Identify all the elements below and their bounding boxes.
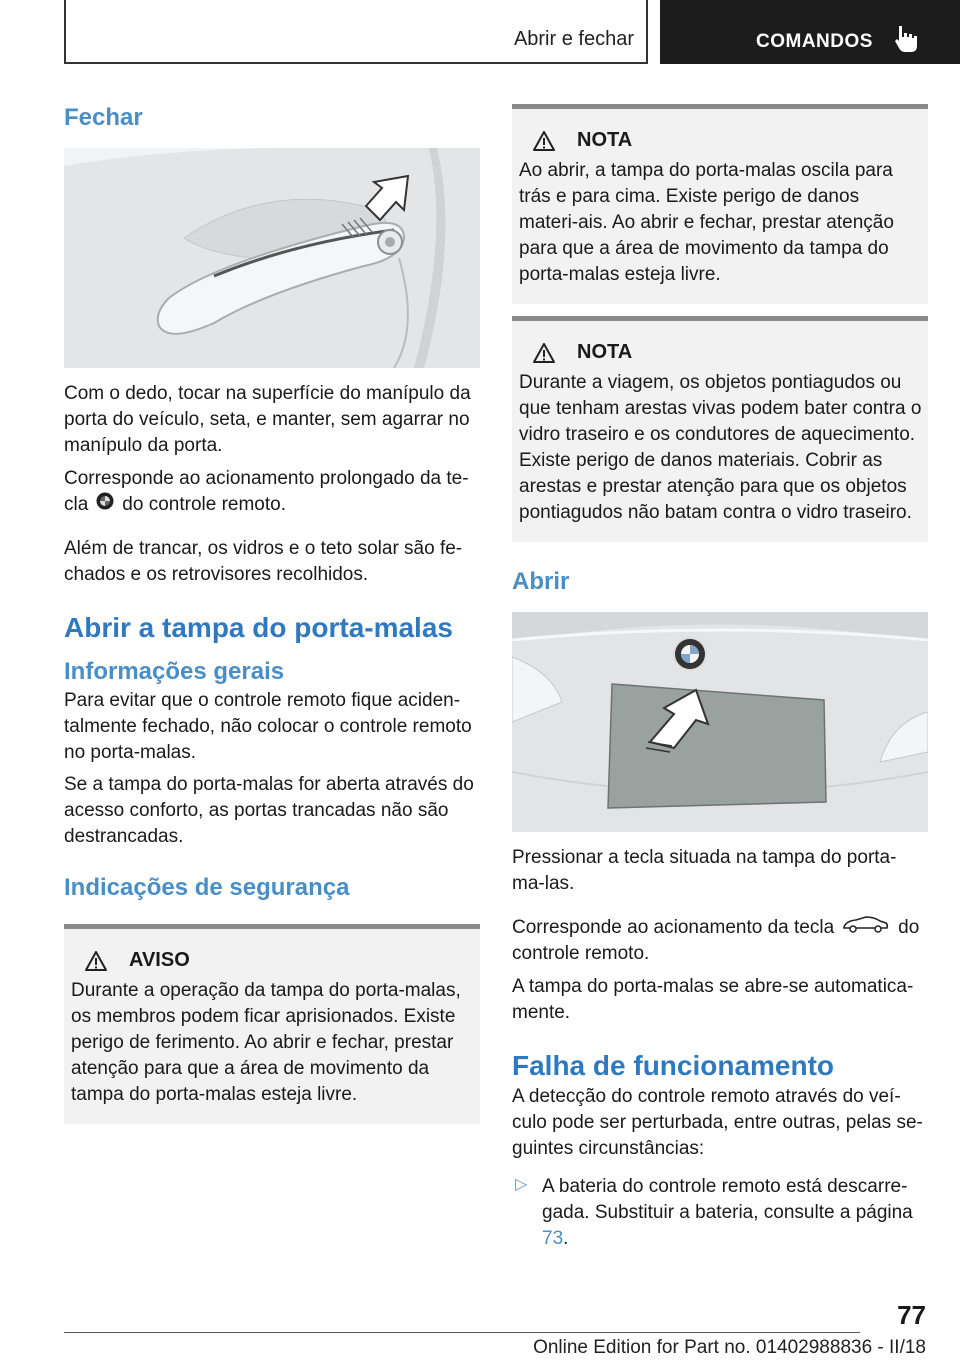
fechar-paragraph-3: Além de trancar, os vidros e o teto solar são fe-chados e os retrovisores recolhidos. (64, 538, 463, 586)
section-heading-trunk: Abrir a tampa do porta-malas (64, 612, 453, 644)
right-column (512, 104, 928, 1252)
door-handle-illustration (64, 148, 480, 368)
abrir-paragraph-2 (512, 915, 928, 967)
fechar-paragraph-2 (64, 466, 480, 518)
triangle-bullet-icon: ▷ (515, 1176, 528, 1194)
page-reference-link[interactable]: 73 (542, 1228, 564, 1250)
bullet-text-main: A bateria do controle remoto está descarre-gada. Substituir a bateria, consulte a página (542, 1176, 913, 1224)
nota-2-text: Durante a viagem, os objetos pontiagudos ou que tenham arestas vivas podem bater contra o vidro traseiro e os condutores de aquecimento. Existe perigo de danos materiais. Cobrir as arestas e prestar atenção para que os objetos pontiagudos não batam contra o vidro traseiro. (519, 372, 922, 523)
car-trunk-button-icon (842, 915, 890, 941)
header-chapter-title: COMANDOS (756, 31, 873, 52)
warning-triangle-icon (85, 951, 107, 971)
header-chapter-box (660, 0, 960, 64)
trunk-illustration (512, 612, 928, 832)
fechar-paragraph-2-start: Corresponde ao acionamento prolongado da te-cla (64, 468, 469, 516)
nota-1-text: Ao abrir, a tampa do porta-malas oscila para trás e para cima. Existe perigo de danos materi-ais. Ao abrir e fechar, prestar atenção para que a área de movimento da tampa do porta-malas esteja livre. (519, 160, 894, 285)
safety-heading: Indicações de segurança (64, 874, 350, 902)
bullet-text-end: . (563, 1228, 569, 1250)
list-item (512, 1174, 928, 1252)
nota-2-header (519, 341, 922, 364)
pointing-hand-icon (893, 24, 919, 54)
warning-triangle-icon (533, 131, 555, 151)
info-heading: Informações gerais (64, 658, 285, 686)
fechar-paragraph-2-end: do controle remoto. (122, 494, 286, 516)
abrir-paragraph-2-end: do controle remoto. (512, 917, 920, 965)
warning-triangle-icon (533, 343, 555, 363)
nota-2-title: NOTA (577, 341, 633, 363)
falha-heading: Falha de funcionamento (512, 1050, 835, 1082)
aviso-text: Durante a operação da tampa do porta-malas, os membros podem ficar aprisionados. Existe perigo de ferimento. Ao abrir e fechar, prestar atenção para que a área de movimento da tampa do porta-malas esteja livre. (71, 980, 461, 1106)
edition-text: Online Edition for Part no. 01402988836 - II/18 (533, 1337, 926, 1358)
page-number: 77 (897, 1300, 926, 1330)
abrir-paragraph-2-start: Corresponde ao acionamento da tecla (512, 917, 835, 939)
abrir-paragraph-1: Pressionar a tecla situada na tampa do porta-ma-las. (512, 847, 897, 894)
abrir-paragraph-3: A tampa do porta-malas se abre-se automatica-mente. (512, 976, 914, 1024)
trunk-figure (512, 612, 928, 832)
lock-button-icon (96, 492, 114, 518)
falha-paragraph-1: A detecção do controle remoto através do veí-culo pode ser perturbada, entre outras, pelas se-guintes circunstâncias: (512, 1086, 923, 1160)
header-section-box (64, 0, 648, 64)
info-paragraph-1: Para evitar que o controle remoto fique aciden-talmente fechado, não colocar o controle remoto no porta-malas. (64, 690, 472, 764)
bullet-text (542, 1174, 928, 1252)
header-section-title: Abrir e fechar (513, 28, 634, 50)
nota-1-title: NOTA (577, 129, 633, 151)
aviso-title: AVISO (129, 949, 190, 972)
nota-box-2 (512, 316, 928, 542)
left-column (64, 96, 480, 1124)
nota-1-header (519, 129, 922, 152)
door-handle-figure (64, 148, 480, 368)
footer-divider (64, 1332, 860, 1333)
fechar-paragraph-1: Com o dedo, tocar na superfície do manípulo da porta do veículo, seta, e manter, sem agarrar no manípulo da porta. (64, 383, 471, 456)
abrir-heading: Abrir (512, 568, 570, 595)
aviso-box (64, 924, 480, 1124)
aviso-header (71, 949, 474, 972)
info-paragraph-2: Se a tampa do porta-malas for aberta através do acesso conforto, as portas trancadas não são destrancadas. (64, 774, 474, 848)
fechar-heading: Fechar (64, 104, 143, 131)
nota-box-1 (512, 104, 928, 304)
